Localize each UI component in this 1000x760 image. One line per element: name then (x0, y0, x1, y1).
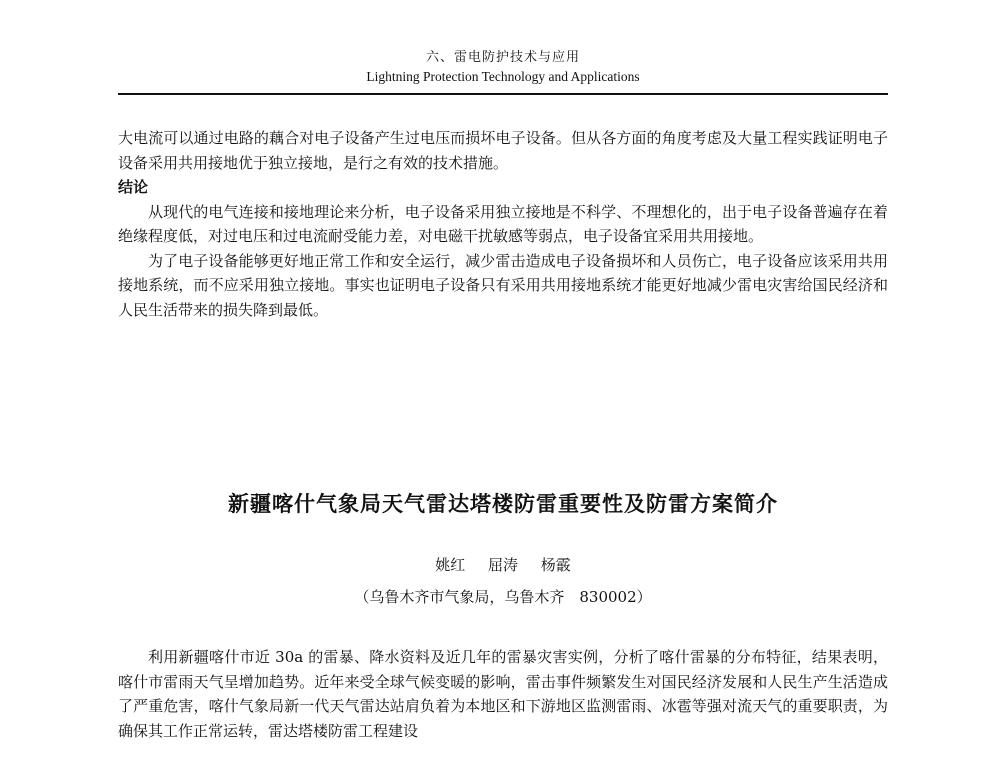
article-title: 新疆喀什气象局天气雷达塔楼防雷重要性及防雷方案简介 (228, 492, 778, 516)
header-divider (118, 93, 888, 95)
running-header-english: Lightning Protection Technology and Applications (366, 69, 640, 84)
author-name: 屈涛 (487, 556, 518, 574)
abstract-paragraph: 利用新疆喀什市近 30a 的雷暴、降水资料及近几年的雷暴灾害实例，分析了喀什雷暴的分布特征，结果表明，喀什市雷雨天气呈增加趋势。近年来受全球气候变暖的影响，雷击事件频繁发生对国民经济发展和人民生产生活造成了严重危害，喀什气象局新一代天气雷达站肩负着为本地区和下游地区监测雷雨、冰雹等强对流天气的重要职责，为确保其工作正常运转，雷达塔楼防雷工程建设 (118, 648, 888, 740)
continuation-paragraph: 大电流可以通过电路的藕合对电子设备产生过电压而损坏电子设备。但从各方面的角度考虑及大量工程实践证明电子设备采用共用接地优于独立接地，是行之有效的技术措施。 (118, 129, 888, 172)
article-abstract (118, 645, 888, 743)
author-affiliation: （乌鲁木齐市气象局，乌鲁木齐 830002） (354, 588, 652, 606)
author-list (118, 554, 888, 576)
author-name: 姚红 (435, 556, 466, 574)
running-header (118, 48, 888, 86)
conclusion-heading: 结论 (118, 178, 149, 196)
author-name: 杨霰 (540, 556, 571, 574)
conclusion-paragraph-2: 为了电子设备能够更好地正常工作和安全运行，减少雷击造成电子设备损坏和人员伤亡，电子设备应该采用共用接地系统，而不应采用独立接地。事实也证明电子设备只有采用共用接地系统才能更好地减少雷电灾害给国民经济和人民生活带来的损失降到最低。 (118, 251, 888, 319)
conclusion-paragraph-1: 从现代的电气连接和接地理论来分析，电子设备采用独立接地是不科学、不理想化的，出于电子设备普遍存在着绝缘程度低，对过电压和过电流耐受能力差，对电磁干扰敏感等弱点，电子设备宜采用共用接地。 (118, 202, 888, 245)
running-header-chinese: 六、雷电防护技术与应用 (425, 50, 580, 65)
previous-article-ending (118, 126, 888, 322)
